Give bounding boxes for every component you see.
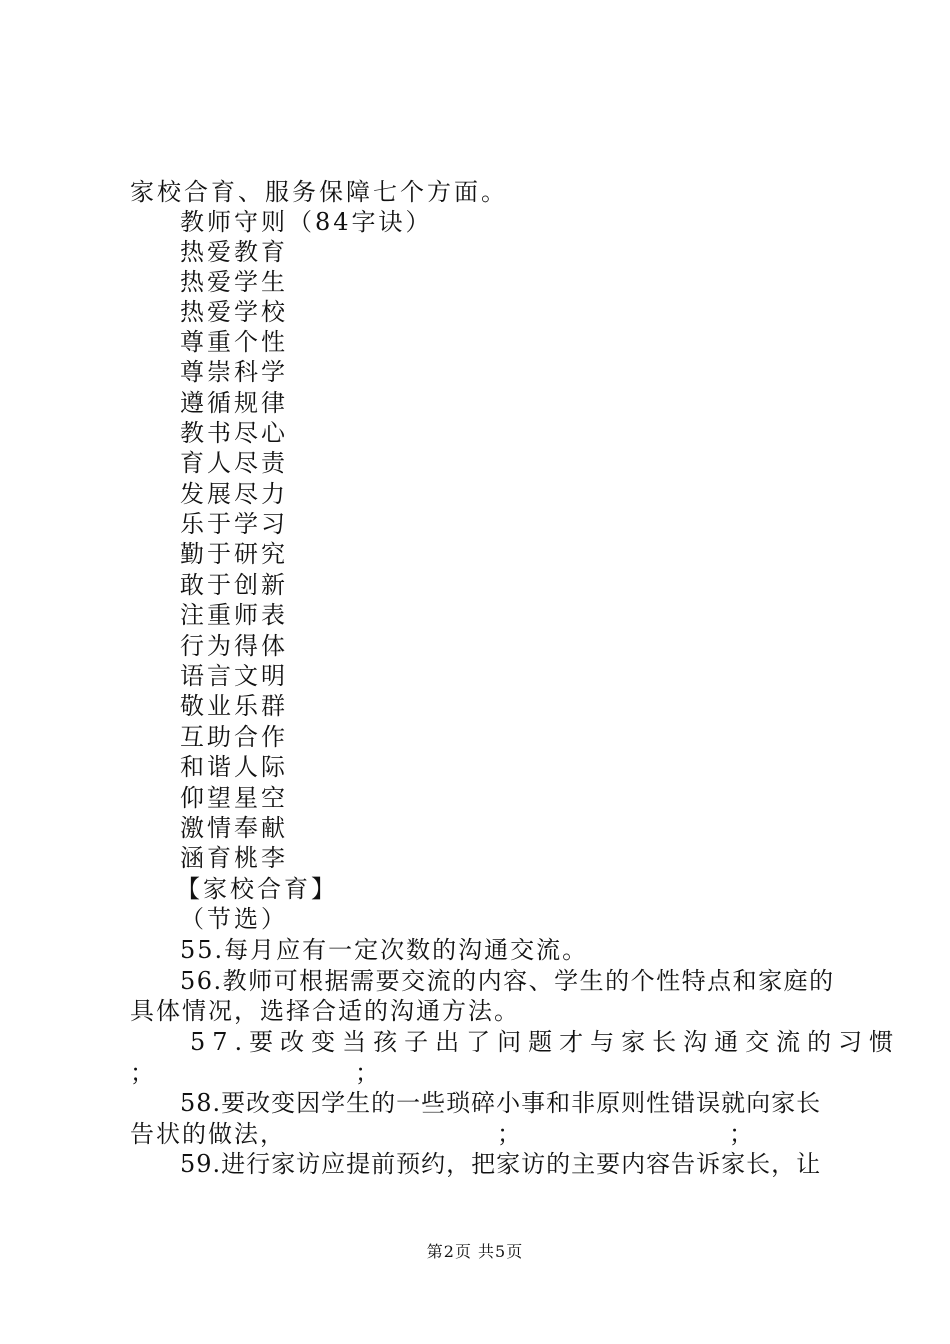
item-57-line2-a: ； xyxy=(130,1059,157,1087)
code-item: 育人尽责 xyxy=(180,449,288,477)
item-59-line1: 59.进行家访应提前预约，把家访的主要内容告诉家长，让 xyxy=(180,1150,822,1178)
code-item: 行为得体 xyxy=(180,632,288,660)
code-item: 激情奉献 xyxy=(180,814,288,842)
opening-line: 家校合育、服务保障七个方面。 xyxy=(130,178,508,206)
code-item: 发展尽力 xyxy=(180,480,288,508)
code-item: 遵循规律 xyxy=(180,389,288,417)
code-item: 热爱学生 xyxy=(180,268,288,296)
item-56-line2: 具体情况，选择合适的沟通方法。 xyxy=(130,997,520,1025)
item-57-line1: 57.要改变当孩子出了问题才与家长沟通交流的习惯 xyxy=(190,1028,901,1056)
item-58-line2-a: 告状的做法， xyxy=(130,1120,286,1148)
code-item: 热爱教育 xyxy=(180,238,288,266)
code-title: 教师守则（84字诀） xyxy=(180,208,433,236)
code-item: 教书尽心 xyxy=(180,419,288,447)
code-item: 敬业乐群 xyxy=(180,692,288,720)
code-item: 涵育桃李 xyxy=(180,844,288,872)
page-number-footer: 第2页 共5页 xyxy=(426,1242,524,1261)
item-55: 55.每月应有一定次数的沟通交流。 xyxy=(180,936,589,964)
code-item: 乐于学习 xyxy=(180,510,288,538)
code-item: 热爱学校 xyxy=(180,298,288,326)
code-item: 语言文明 xyxy=(180,662,288,690)
code-item: 和谐人际 xyxy=(180,753,288,781)
code-item: 尊崇科学 xyxy=(180,358,288,386)
code-item: 互助合作 xyxy=(180,723,288,751)
item-58-line2-c: ； xyxy=(729,1120,756,1148)
code-item: 仰望星空 xyxy=(180,784,288,812)
item-57-line2-b: ； xyxy=(355,1059,382,1087)
section-note: （节选） xyxy=(180,905,288,933)
code-item: 尊重个性 xyxy=(180,328,288,356)
item-56-line1: 56.教师可根据需要交流的内容、学生的个性特点和家庭的 xyxy=(180,967,835,995)
code-item: 敢于创新 xyxy=(180,571,288,599)
code-item: 勤于研究 xyxy=(180,540,288,568)
section-heading: 【家校合育】 xyxy=(176,875,338,903)
item-58-line1: 58.要改变因学生的一些琐碎小事和非原则性错误就向家长 xyxy=(180,1089,822,1117)
code-item: 注重师表 xyxy=(180,601,288,629)
item-58-line2-b: ； xyxy=(497,1120,524,1148)
